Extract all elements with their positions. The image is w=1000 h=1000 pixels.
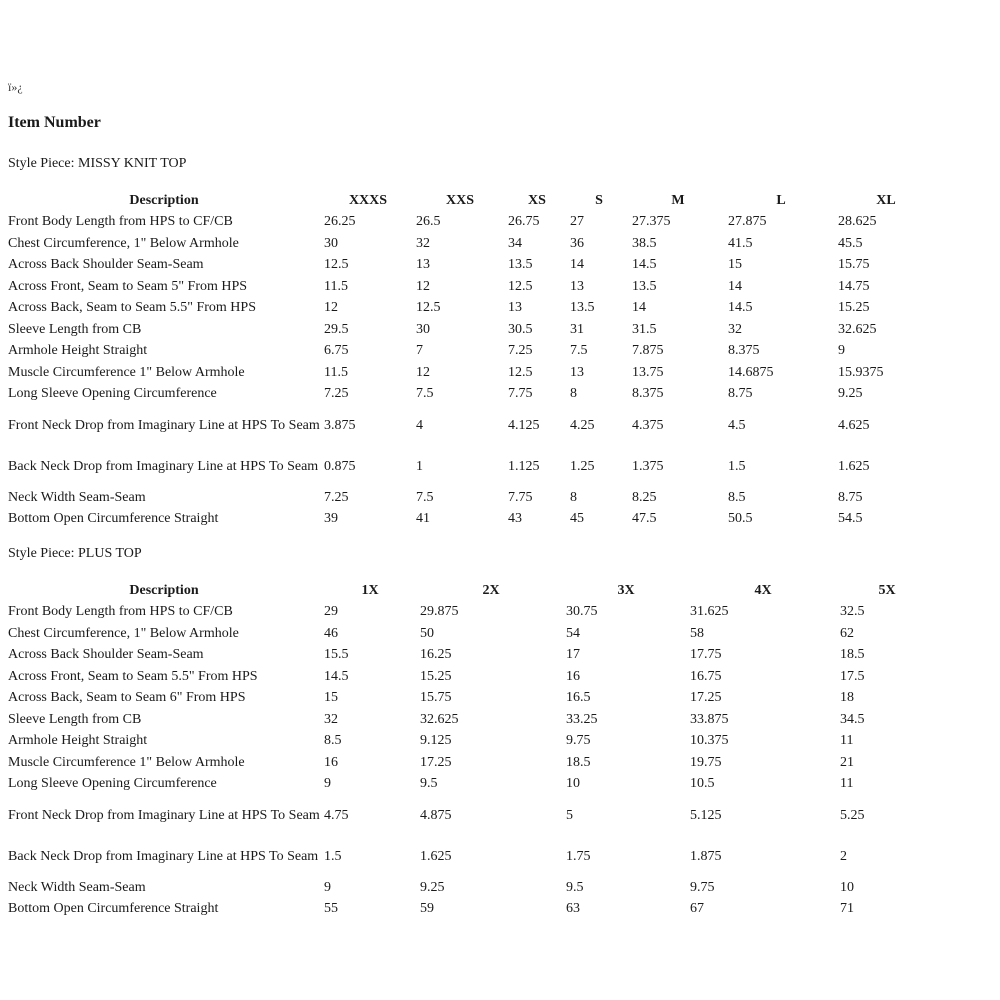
measurement-cell: 36 xyxy=(570,235,584,251)
measurement-cell: 6.75 xyxy=(324,343,349,359)
measurement-cell: 18.5 xyxy=(566,754,591,770)
measurement-cell: 1.375 xyxy=(632,458,664,474)
row-description: Back Neck Drop from Imaginary Line at HPS To Seam xyxy=(8,848,319,864)
column-header-size: S xyxy=(595,192,603,208)
table-row xyxy=(6,233,936,255)
measurement-cell: 31.5 xyxy=(632,321,657,337)
table-row xyxy=(6,877,936,899)
measurement-cell: 29 xyxy=(324,604,338,620)
measurement-cell: 10 xyxy=(566,776,580,792)
table-row xyxy=(6,446,936,487)
row-description: Across Front, Seam to Seam 5.5" From HPS xyxy=(8,668,258,684)
measurement-cell: 7.75 xyxy=(508,489,533,505)
measurement-cell: 11.5 xyxy=(324,364,348,380)
measurement-cell: 10 xyxy=(840,879,854,895)
measurement-cell: 14 xyxy=(632,300,646,316)
table-row xyxy=(6,211,936,233)
measurement-cell: 4.125 xyxy=(508,417,540,433)
measurement-cell: 7 xyxy=(416,343,423,359)
measurement-cell: 3.875 xyxy=(324,417,356,433)
measurement-cell: 9.5 xyxy=(566,879,584,895)
measurement-cell: 15.25 xyxy=(420,668,452,684)
measurement-cell: 5.125 xyxy=(690,807,722,823)
table-row xyxy=(6,730,936,752)
measurement-cell: 32 xyxy=(728,321,742,337)
column-header-size: 5X xyxy=(878,582,896,598)
measurement-cell: 5.25 xyxy=(840,807,865,823)
measurement-cell: 62 xyxy=(840,625,854,641)
measurement-cell: 1.75 xyxy=(566,848,591,864)
measurement-cell: 11 xyxy=(840,733,854,749)
measurement-cell: 50.5 xyxy=(728,511,753,527)
column-header-size: 3X xyxy=(617,582,635,598)
row-description: Front Body Length from HPS to CF/CB xyxy=(8,604,233,620)
measurement-cell: 46 xyxy=(324,625,338,641)
measurement-cell: 47.5 xyxy=(632,511,657,527)
table-row xyxy=(6,623,936,645)
measurement-cell: 1.625 xyxy=(838,458,870,474)
column-header-size: XL xyxy=(876,192,896,208)
measurement-cell: 1 xyxy=(416,458,423,474)
measurement-cell: 13 xyxy=(508,300,522,316)
row-description: Sleeve Length from CB xyxy=(8,321,142,337)
measurement-cell: 67 xyxy=(690,901,704,917)
measurement-cell: 8.25 xyxy=(632,489,657,505)
measurement-cell: 13 xyxy=(570,278,584,294)
measurement-cell: 8.375 xyxy=(728,343,760,359)
row-description: Muscle Circumference 1" Below Armhole xyxy=(8,364,245,380)
measurement-cell: 18.5 xyxy=(840,647,865,663)
measurement-cell: 7.5 xyxy=(570,343,588,359)
style-piece-name: MISSY KNIT TOP xyxy=(78,156,187,171)
table-row xyxy=(6,644,936,666)
measurement-cell: 34.5 xyxy=(840,711,865,727)
missy-spec-table xyxy=(6,190,936,530)
column-header-size: XXS xyxy=(445,192,474,208)
row-description: Muscle Circumference 1" Below Armhole xyxy=(8,754,245,770)
row-description: Across Front, Seam to Seam 5" From HPS xyxy=(8,278,248,294)
row-description: Across Back, Seam to Seam 5.5" From HPS xyxy=(8,300,256,316)
measurement-cell: 29.5 xyxy=(324,321,349,337)
measurement-cell: 8.5 xyxy=(324,733,342,749)
measurement-cell: 12.5 xyxy=(508,364,533,380)
table-row xyxy=(6,340,936,362)
measurement-cell: 55 xyxy=(324,901,338,917)
table-row xyxy=(6,297,936,319)
row-description: Front Neck Drop from Imaginary Line at HPS To Seam xyxy=(8,417,320,433)
measurement-cell: 14.75 xyxy=(838,278,870,294)
measurement-cell: 26.75 xyxy=(508,214,540,230)
measurement-cell: 7.25 xyxy=(324,386,349,402)
measurement-cell: 27 xyxy=(570,214,584,230)
measurement-cell: 39 xyxy=(324,511,338,527)
row-description: Neck Width Seam-Seam xyxy=(8,879,146,895)
row-description: Neck Width Seam-Seam xyxy=(8,489,146,505)
measurement-cell: 30.75 xyxy=(566,604,598,620)
style-piece-prefix: Style Piece: xyxy=(8,156,75,171)
measurement-cell: 12 xyxy=(416,364,430,380)
measurement-cell: 14.6875 xyxy=(728,364,774,380)
measurement-cell: 10.5 xyxy=(690,776,715,792)
encoding-artifact-text: ï»¿ xyxy=(8,80,23,94)
measurement-cell: 14 xyxy=(728,278,742,294)
table-row xyxy=(6,752,936,774)
column-header-size: M xyxy=(671,192,685,208)
measurement-cell: 11.5 xyxy=(324,278,348,294)
column-header-size: 2X xyxy=(482,582,500,598)
measurement-cell: 9.125 xyxy=(420,733,452,749)
measurement-cell: 8 xyxy=(570,386,577,402)
column-header-size: XS xyxy=(528,192,546,208)
table-row xyxy=(6,508,936,530)
table-row xyxy=(6,254,936,276)
measurement-cell: 9 xyxy=(324,776,331,792)
column-header-description: Description xyxy=(129,192,199,208)
measurement-cell: 28.625 xyxy=(838,214,877,230)
measurement-cell: 4.75 xyxy=(324,807,349,823)
measurement-cell: 26.5 xyxy=(416,214,441,230)
measurement-cell: 17.75 xyxy=(690,647,722,663)
row-description: Bottom Open Circumference Straight xyxy=(8,901,219,917)
style-piece-label-plus xyxy=(8,546,142,562)
measurement-cell: 8.75 xyxy=(838,489,863,505)
style-piece-label-missy xyxy=(8,156,186,172)
measurement-cell: 29.875 xyxy=(420,604,459,620)
table-row xyxy=(6,666,936,688)
measurement-cell: 2 xyxy=(840,848,847,864)
measurement-cell: 12 xyxy=(416,278,430,294)
measurement-cell: 71 xyxy=(840,901,854,917)
measurement-cell: 33.25 xyxy=(566,711,598,727)
measurement-cell: 59 xyxy=(420,901,434,917)
measurement-cell: 17.25 xyxy=(690,690,722,706)
measurement-cell: 15.75 xyxy=(420,690,452,706)
measurement-cell: 1.875 xyxy=(690,848,722,864)
table-row xyxy=(6,773,936,795)
measurement-cell: 16.75 xyxy=(690,668,722,684)
measurement-cell: 9.75 xyxy=(566,733,591,749)
table-row xyxy=(6,487,936,509)
measurement-cell: 1.5 xyxy=(324,848,342,864)
style-piece-prefix: Style Piece: xyxy=(8,546,75,561)
table-header-row xyxy=(6,190,936,211)
measurement-cell: 12.5 xyxy=(324,257,349,273)
measurement-cell: 15.75 xyxy=(838,257,870,273)
measurement-cell: 45 xyxy=(570,511,584,527)
measurement-cell: 4.625 xyxy=(838,417,870,433)
column-header-size: 1X xyxy=(361,582,379,598)
measurement-cell: 0.875 xyxy=(324,458,356,474)
measurement-cell: 41 xyxy=(416,511,430,527)
measurement-cell: 30 xyxy=(324,235,338,251)
measurement-cell: 15 xyxy=(728,257,742,273)
measurement-cell: 15.25 xyxy=(838,300,870,316)
row-description: Long Sleeve Opening Circumference xyxy=(8,776,217,792)
table-row xyxy=(6,836,936,877)
row-description: Sleeve Length from CB xyxy=(8,711,142,727)
column-header-description: Description xyxy=(129,582,199,598)
measurement-cell: 11 xyxy=(840,776,854,792)
measurement-cell: 9.75 xyxy=(690,879,715,895)
table-row xyxy=(6,383,936,405)
measurement-cell: 15.9375 xyxy=(838,364,884,380)
measurement-cell: 31.625 xyxy=(690,604,729,620)
measurement-cell: 31 xyxy=(570,321,584,337)
measurement-cell: 17.25 xyxy=(420,754,452,770)
row-description: Front Body Length from HPS to CF/CB xyxy=(8,214,233,230)
row-description: Armhole Height Straight xyxy=(8,733,148,749)
table-row xyxy=(6,362,936,384)
measurement-cell: 16 xyxy=(566,668,580,684)
measurement-cell: 9.25 xyxy=(838,386,863,402)
measurement-cell: 13.5 xyxy=(508,257,533,273)
column-header-size: XXXS xyxy=(348,192,388,208)
measurement-cell: 14.5 xyxy=(324,668,349,684)
measurement-cell: 34 xyxy=(508,235,522,251)
measurement-cell: 7.75 xyxy=(508,386,533,402)
measurement-cell: 14.5 xyxy=(632,257,657,273)
measurement-cell: 32 xyxy=(324,711,338,727)
row-description: Across Back Shoulder Seam-Seam xyxy=(8,647,204,663)
measurement-cell: 41.5 xyxy=(728,235,753,251)
measurement-cell: 8.75 xyxy=(728,386,753,402)
row-description: Across Back Shoulder Seam-Seam xyxy=(8,257,204,273)
measurement-cell: 4.25 xyxy=(570,417,595,433)
measurement-cell: 9.5 xyxy=(420,776,438,792)
measurement-cell: 9 xyxy=(324,879,331,895)
measurement-cell: 50 xyxy=(420,625,434,641)
measurement-cell: 26.25 xyxy=(324,214,356,230)
measurement-cell: 32.625 xyxy=(838,321,877,337)
row-description: Across Back, Seam to Seam 6" From HPS xyxy=(8,690,246,706)
measurement-cell: 27.875 xyxy=(728,214,767,230)
table-row xyxy=(6,276,936,298)
measurement-cell: 4.5 xyxy=(728,417,746,433)
style-piece-name: PLUS TOP xyxy=(78,546,142,561)
measurement-cell: 30.5 xyxy=(508,321,533,337)
column-header-size: 4X xyxy=(754,582,772,598)
measurement-cell: 27.375 xyxy=(632,214,671,230)
measurement-cell: 43 xyxy=(508,511,522,527)
table-row xyxy=(6,795,936,836)
measurement-cell: 45.5 xyxy=(838,235,863,251)
measurement-cell: 5 xyxy=(566,807,573,823)
measurement-cell: 32.5 xyxy=(840,604,865,620)
measurement-cell: 16.25 xyxy=(420,647,452,663)
plus-spec-table xyxy=(6,580,936,920)
measurement-cell: 32.625 xyxy=(420,711,459,727)
table-header-row xyxy=(6,580,936,601)
measurement-cell: 7.25 xyxy=(324,489,349,505)
row-description: Long Sleeve Opening Circumference xyxy=(8,386,217,402)
measurement-cell: 7.5 xyxy=(416,489,434,505)
measurement-cell: 7.875 xyxy=(632,343,664,359)
row-description: Chest Circumference, 1" Below Armhole xyxy=(8,235,239,251)
table-row xyxy=(6,405,936,446)
measurement-cell: 10.375 xyxy=(690,733,729,749)
measurement-cell: 1.125 xyxy=(508,458,540,474)
table-row xyxy=(6,601,936,623)
row-description: Bottom Open Circumference Straight xyxy=(8,511,219,527)
measurement-cell: 7.25 xyxy=(508,343,533,359)
measurement-cell: 4.375 xyxy=(632,417,664,433)
measurement-cell: 1.25 xyxy=(570,458,595,474)
row-description: Chest Circumference, 1" Below Armhole xyxy=(8,625,239,641)
measurement-cell: 8 xyxy=(570,489,577,505)
measurement-cell: 4 xyxy=(416,417,423,433)
measurement-cell: 9 xyxy=(838,343,845,359)
column-header-size: L xyxy=(776,192,786,208)
measurement-cell: 19.75 xyxy=(690,754,722,770)
measurement-cell: 18 xyxy=(840,690,854,706)
measurement-cell: 16.5 xyxy=(566,690,591,706)
measurement-cell: 8.5 xyxy=(728,489,746,505)
measurement-cell: 17 xyxy=(566,647,580,663)
page-title: Item Number xyxy=(8,114,101,131)
measurement-cell: 13 xyxy=(416,257,430,273)
row-description: Back Neck Drop from Imaginary Line at HPS To Seam xyxy=(8,458,319,474)
measurement-cell: 4.875 xyxy=(420,807,452,823)
measurement-cell: 8.375 xyxy=(632,386,664,402)
measurement-cell: 54.5 xyxy=(838,511,863,527)
measurement-cell: 12.5 xyxy=(416,300,441,316)
table-row xyxy=(6,687,936,709)
measurement-cell: 13.75 xyxy=(632,364,664,380)
measurement-cell: 38.5 xyxy=(632,235,657,251)
measurement-cell: 13.5 xyxy=(632,278,657,294)
row-description: Armhole Height Straight xyxy=(8,343,148,359)
measurement-cell: 15 xyxy=(324,690,338,706)
measurement-cell: 12.5 xyxy=(508,278,533,294)
measurement-cell: 17.5 xyxy=(840,668,865,684)
measurement-cell: 14 xyxy=(570,257,584,273)
measurement-cell: 14.5 xyxy=(728,300,753,316)
measurement-cell: 15.5 xyxy=(324,647,349,663)
measurement-cell: 1.625 xyxy=(420,848,452,864)
measurement-cell: 7.5 xyxy=(416,386,434,402)
table-row xyxy=(6,709,936,731)
measurement-cell: 63 xyxy=(566,901,580,917)
table-row xyxy=(6,319,936,341)
measurement-cell: 9.25 xyxy=(420,879,445,895)
measurement-cell: 33.875 xyxy=(690,711,729,727)
measurement-cell: 13 xyxy=(570,364,584,380)
table-row xyxy=(6,898,936,920)
measurement-cell: 30 xyxy=(416,321,430,337)
measurement-cell: 32 xyxy=(416,235,430,251)
measurement-cell: 1.5 xyxy=(728,458,746,474)
measurement-cell: 12 xyxy=(324,300,338,316)
measurement-cell: 13.5 xyxy=(570,300,595,316)
measurement-cell: 54 xyxy=(566,625,580,641)
row-description: Front Neck Drop from Imaginary Line at HPS To Seam xyxy=(8,807,320,823)
measurement-cell: 58 xyxy=(690,625,704,641)
measurement-cell: 16 xyxy=(324,754,338,770)
measurement-cell: 21 xyxy=(840,754,854,770)
